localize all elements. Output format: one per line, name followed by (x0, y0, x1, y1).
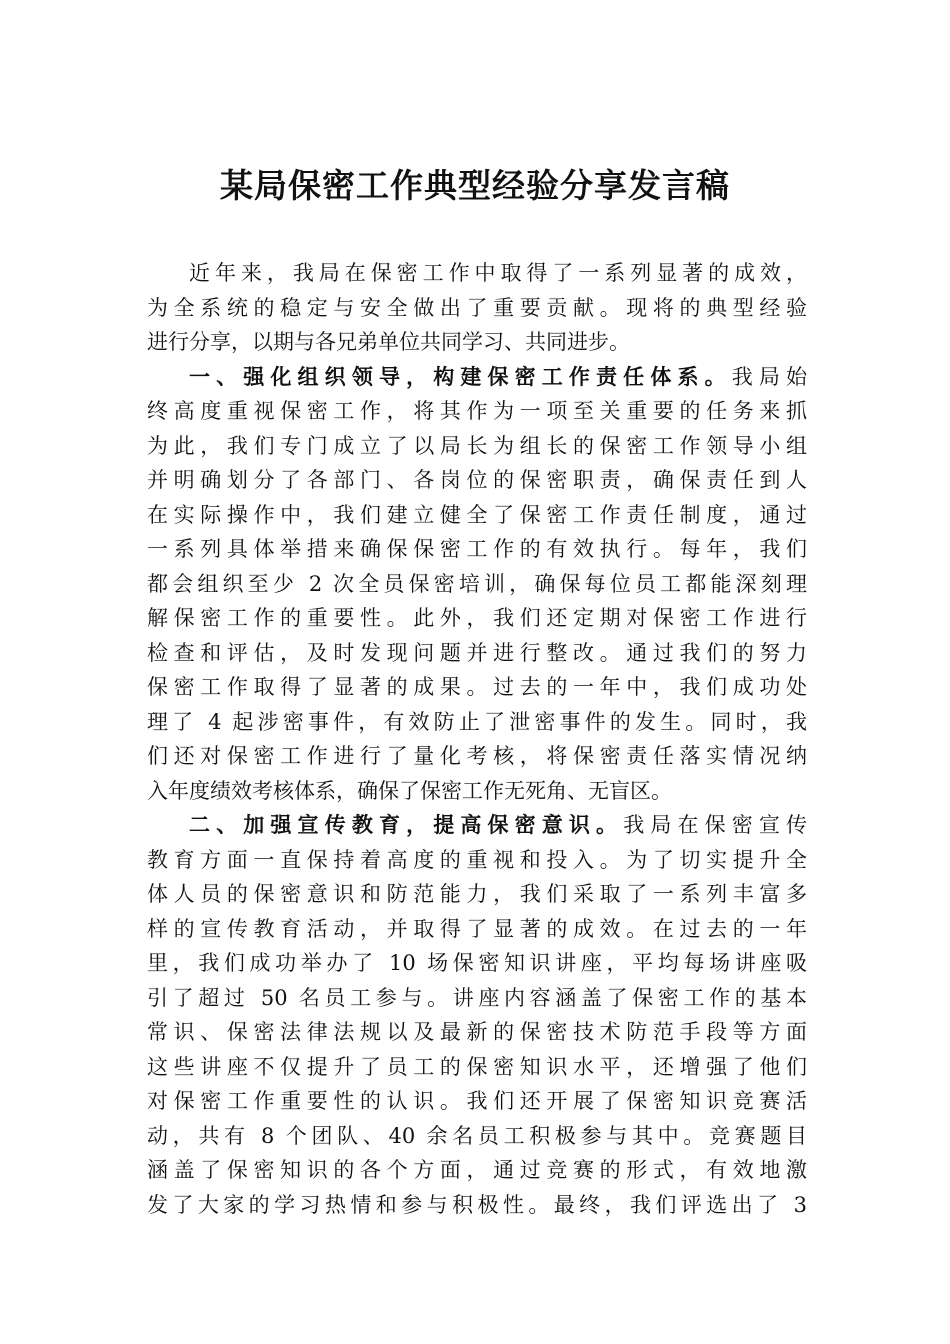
paragraph-line: 在实际操作中，我们建立健全了保密工作责任制度，通过 (147, 502, 807, 527)
paragraph-line: 进行分享，以期与各兄弟单位共同学习、共同进步。 (147, 330, 630, 354)
document-body (147, 256, 807, 1222)
paragraph-line: 涵盖了保密知识的各个方面，通过竞赛的形式，有效地激 (147, 1158, 807, 1182)
section-heading: 一、强化组织领导，构建保密工作责任体系。 (189, 364, 732, 389)
paragraph-line: 引了超过 50 名员工参与。讲座内容涵盖了保密工作的基本 (147, 985, 807, 1010)
document-title: 某局保密工作典型经验分享发言稿 (220, 166, 730, 205)
paragraph-line: 体人员的保密意识和防范能力，我们采取了一系列丰富多 (147, 882, 807, 906)
paragraph-line: 对保密工作重要性的认识。我们还开展了保密知识竞赛活 (147, 1089, 807, 1113)
paragraph-line: 都会组织至少 2 次全员保密培训，确保每位员工都能深刻理 (147, 571, 807, 596)
section-first-line (147, 360, 807, 395)
paragraph-text: 我局在保密宣传 (623, 813, 807, 837)
paragraph-line: 这些讲座不仅提升了员工的保密知识水平，还增强了他们 (147, 1054, 807, 1079)
paragraph-line: 检查和评估，及时发现问题并进行整改。通过我们的努力 (147, 640, 807, 665)
paragraph-line: 近年来，我局在保密工作中取得了一系列显著的成效， (189, 261, 807, 285)
paragraph-line: 一系列具体举措来确保保密工作的有效执行。每年，我们 (147, 537, 807, 561)
paragraph-line: 常识、保密法律法规以及最新的保密技术防范手段等方面 (147, 1020, 807, 1044)
paragraph-line: 保密工作取得了显著的成果。过去的一年中，我们成功处 (147, 675, 807, 699)
paragraph-line: 样的宣传教育活动，并取得了显著的成效。在过去的一年 (147, 916, 807, 941)
paragraph-line: 入年度绩效考核体系，确保了保密工作无死角、无盲区。 (147, 778, 672, 803)
paragraph-line: 解保密工作的重要性。此外，我们还定期对保密工作进行 (147, 606, 807, 630)
paragraph-line: 终高度重视保密工作，将其作为一项至关重要的任务来抓 (147, 399, 807, 423)
paragraph-line: 理了 4 起涉密事件，有效防止了泄密事件的发生。同时，我 (147, 709, 807, 734)
section-heading: 二、加强宣传教育，提高保密意识。 (189, 813, 624, 837)
paragraph-line: 里，我们成功举办了 10 场保密知识讲座，平均每场讲座吸 (147, 951, 807, 975)
paragraph-line: 为此，我们专门成立了以局长为组长的保密工作领导小组 (147, 433, 807, 458)
section-first-line (147, 808, 807, 843)
paragraph-line: 们还对保密工作进行了量化考核，将保密责任落实情况纳 (147, 744, 807, 768)
paragraph-line: 动，共有 8 个团队、40 余名员工积极参与其中。竞赛题目 (147, 1123, 807, 1148)
paragraph-line: 发了大家的学习热情和参与积极性。最终，我们评选出了 3 (147, 1192, 807, 1217)
paragraph-line: 并明确划分了各部门、各岗位的保密职责，确保责任到人 (147, 468, 807, 492)
paragraph-text: 我局始 (731, 364, 807, 389)
paragraph-line: 教育方面一直保持着高度的重视和投入。为了切实提升全 (147, 847, 807, 872)
paragraph-line: 为全系统的稳定与安全做出了重要贡献。现将的典型经验 (147, 295, 807, 320)
